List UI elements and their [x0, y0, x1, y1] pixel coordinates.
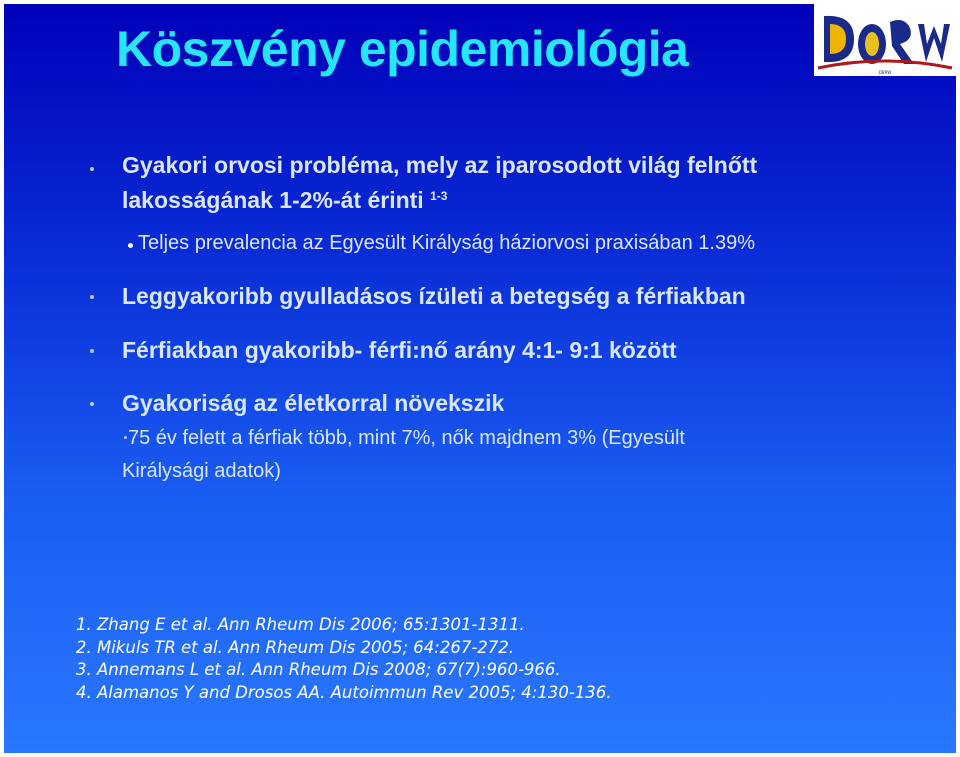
bullet-4: Gyakoriság az életkorral növekszik — [122, 390, 505, 416]
bullet-dot — [90, 295, 94, 299]
bullet-3: Férfiakban gyakoribb- férfi:nő arány 4:1- 9:1 között — [122, 337, 677, 363]
reference-item: 4. Alamanos Y and Drosos AA. Autoimmun Rev 2005; 4:130-136. — [76, 682, 612, 702]
reference-item: 1. Zhang E et al. Ann Rheum Dis 2006; 65:1301-1311. — [76, 615, 525, 634]
bullet-4-sub-line-1: 75 év felett a férfiak több, mint 7%, nők majdnem 3% (Egyesült — [128, 427, 685, 449]
bullet-4-sub-line-2: Királysági adatok) — [122, 460, 281, 482]
reference-item: 3. Annemans L et al. Ann Rheum Dis 2008; 67(7):960-966. — [76, 660, 561, 679]
bullet-1-line-2-text: lakosságának 1-2%-át érinti — [122, 187, 424, 213]
logo-icon — [814, 4, 956, 76]
bullet-1-line-1: Gyakori orvosi probléma, mely az iparosodott világ felnőtt — [122, 152, 758, 178]
bullet-1-sub: Teljes prevalencia az Egyesült Királyság háziorvosi praxisában 1.39% — [138, 232, 755, 254]
reference-item: 2. Mikuls TR et al. Ann Rheum Dis 2005; 64:267-272. — [76, 637, 515, 657]
logo — [814, 4, 956, 76]
bullet-dot — [90, 402, 94, 406]
sub-bullet-dot — [128, 243, 133, 248]
citation-superscript: 1-3 — [430, 189, 448, 203]
bullet-dot — [90, 167, 94, 171]
slide — [4, 4, 956, 753]
slide-title: Köszvény epidemiológia — [116, 21, 689, 77]
bullet-dot — [90, 349, 94, 353]
bullet-2: Leggyakoribb gyulladásos ízületi a betegség a férfiakban — [122, 283, 746, 309]
references — [76, 614, 612, 704]
sub-bullet-dot — [124, 436, 127, 439]
bullet-1-line-2 — [122, 187, 447, 214]
logo-text: DBRW — [878, 70, 892, 75]
